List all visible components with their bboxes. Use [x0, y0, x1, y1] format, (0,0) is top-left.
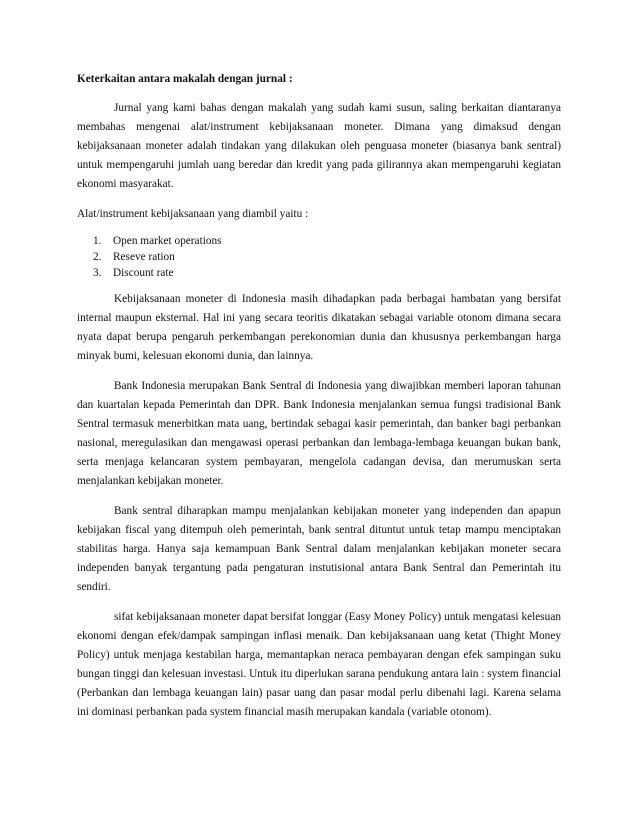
paragraph-2: Kebijaksanaan moneter di Indonesia masih dihadapkan pada berbagai hambatan yang bersifat internal maupun eksternal. Hal ini yang secara teoritis dikatakan sebagai variable otonom dimana secara nyata dapat berupa pengaruh perkembangan perekonomian dunia dan khususnya perkembangan harga minyak bumi, kelesuan ekonomi dunia, dan lainnya. — [77, 293, 561, 362]
list-item — [77, 265, 561, 281]
instrument-list — [77, 233, 561, 281]
list-item-text: Open market operations — [113, 235, 222, 247]
list-item-number: 3. — [93, 267, 102, 279]
paragraph-4: Bank sentral diharapkan mampu menjalankan kebijakan moneter yang independen dan apapun kebijakan fiscal yang ditempuh oleh pemerintah, bank sentral dituntut untuk tetap mampu menciptakan stabilitas harga. Hanya saja kemampuan Bank Sentral dalam menjalankan kebijakan moneter secara independen banyak tergantung pada pengaturan instutisional antara Bank Sentral dan Pemerintah itu sendiri. — [77, 505, 561, 593]
paragraph-3: Bank Indonesia merupakan Bank Sentral di Indonesia yang diwajibkan memberi laporan tahunan dan kuartalan kepada Pemerintah dan DPR. Bank Indonesia menjalankan semua fungsi tradisional Bank Sentral termasuk menerbitkan mata uang, bertindak sebagai kasir pemerintah, dan banker bagi perbankan nasional, meregulasikan dan mengawasi operasi perbankan dan lembaga-lembaga keuangan bukan bank, serta menjaga kelancaran system pembayaran, mengelola cadangan devisa, dan merumuskan serta menjalankan kebijakan moneter. — [77, 380, 561, 487]
document-body — [77, 70, 561, 733]
list-item — [77, 249, 561, 265]
section-heading: Keterkaitan antara makalah dengan jurnal : — [77, 73, 293, 85]
list-item-number: 1. — [93, 235, 102, 247]
list-item-text: Discount rate — [113, 267, 174, 279]
list-item-text: Reseve ration — [113, 251, 175, 263]
paragraph-5: sifat kebijaksanaan moneter dapat bersifat longgar (Easy Money Policy) untuk mengatasi kelesuan ekonomi dengan efek/dampak sampingan inflasi menaik. Dan kebijaksanaan uang ketat (Thight Money Policy) untuk menjaga kestabilan harga, memantapkan neraca pembayaran dengan efek sampingan suku bungan tinggi dan kelesuan investasi. Untuk itu diperlukan sarana pendukung antara lain : system financial (Perbankan dan lembaga keuangan lain) pasar uang dan pasar modal perlu dibenahi lagi. Karena selama ini dominasi perbankan pada system financial masih merupakan kandala (variable otonom). — [77, 611, 561, 718]
list-item-number: 2. — [93, 251, 102, 263]
list-intro: Alat/instrument kebijaksanaan yang diambil yaitu : — [77, 208, 309, 220]
paragraph-1: Jurnal yang kami bahas dengan makalah yang sudah kami susun, saling berkaitan diantaranya membahas mengenai alat/instrument kebijaksanaan moneter. Dimana yang dimaksud dengan kebijaksanaan moneter adalah tindakan yang dilakukan oleh penguasa moneter (biasanya bank sentral) untuk mempengaruhi jumlah uang beredar dan kredit yang pada gilirannya akan mempengaruhi kegiatan ekonomi masyarakat. — [77, 102, 561, 190]
list-item — [77, 233, 561, 249]
